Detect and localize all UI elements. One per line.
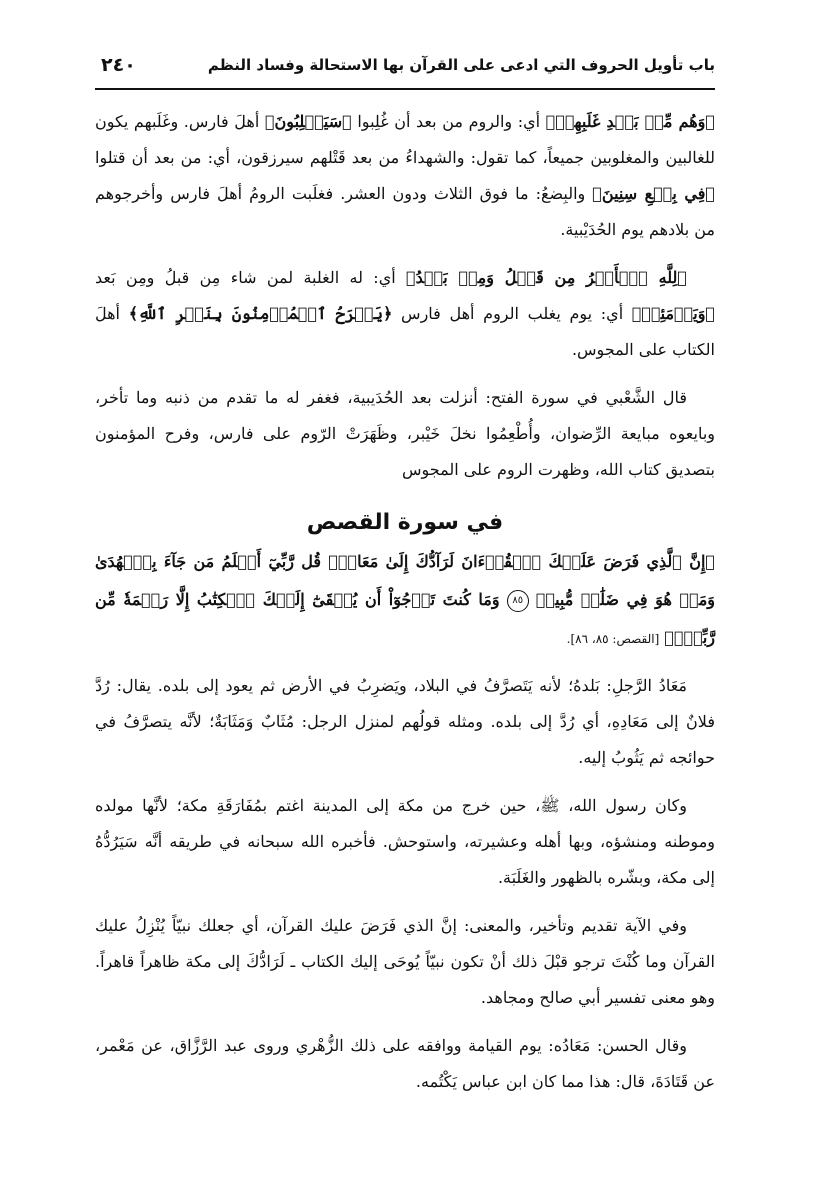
page-number: ٢٤٠	[101, 54, 136, 76]
paragraph-1	[95, 104, 715, 248]
quran-verse-block	[95, 543, 715, 658]
paragraph-text: والبِضعُ: ما فوق الثلاث ودون العشر. فغلَبت الرومُ أهلَ فارس وأخرجوهم من بلادهم يوم الحُدَيْبية.	[95, 184, 715, 239]
quran-quote: ﴿وَهُم مِّنۢ بَعۡدِ غَلَبِهِمۡ﴾	[545, 112, 716, 131]
quran-quote: ﴿فِي بِضۡعِ سِنِينَ﴾	[592, 184, 715, 203]
quran-quote: ﴿يَفۡرَحُ ٱلۡمُؤۡمِنُونَ بِنَصۡرِ ٱللَّهِ﴾	[128, 304, 393, 323]
paragraph-text: أي: يوم يغلب الروم أهل فارس	[392, 304, 632, 323]
paragraph-text: أي: والروم من بعد أن غُلِبوا	[351, 112, 546, 131]
quran-quote: ﴿إِنَّ ٱلَّذِي فَرَضَ عَلَيۡكَ ٱلۡقُرۡءَانَ لَرَآدُّكَ إِلَىٰ مَعَادٖۚ قُل رَّبِّيٓ أَعۡلَمُ مَن جَآءَ بِٱلۡهُدَىٰ وَمَنۡ هُوَ فِي ضَلَٰلٖ مُّبِينٖ	[95, 552, 715, 609]
ayah-number-mark: ٨٥	[507, 590, 529, 612]
quran-quote: ﴿وَيَوۡمَئِذٖ﴾	[631, 304, 716, 323]
quran-quote: ﴿لِلَّهِ ٱلۡأَمۡرُ مِن قَبۡلُ وَمِنۢ بَعۡدُ﴾	[406, 268, 687, 287]
paragraph-6: وفي الآية تقديم وتأخير، والمعنى: إنَّ الذي فَرَضَ عليك القرآن، أي جعلك نبيّاً يُنْزِلُ عليك القرآن وما كُنْتَ ترجو قبْلَ ذلك أنْ تكون نبيّاً يُوحَى إليك الكتاب ـ لَرَادُّكَ إلى مكة ظاهراً قاهراً. وهو معنى تفسير أبي صالح ومجاهد.	[95, 916, 716, 1007]
paragraph-text: أي: له الغلبة لمن شاء مِن قبلُ ومِن بَعد	[95, 268, 406, 287]
section-heading: في سورة القصص	[306, 510, 504, 535]
paragraph-7: وقال الحسن: مَعَادُه: يوم القيامة ووافقه على ذلك الزُّهْري وروى عبد الرَّزَّاق، عن مَعْمر، عن قَتَادَةَ، قال: هذا مما كان ابن عباس يَكْتُمه.	[95, 1036, 715, 1091]
paragraph-text: أهلَ الكتاب على المجوس.	[95, 304, 715, 359]
running-header	[95, 52, 715, 90]
verse-reference: [القصص: ٨٥، ٨٦].	[566, 632, 660, 646]
paragraph-2	[95, 260, 715, 368]
page-body	[95, 104, 715, 1112]
paragraph-4: مَعَادُ الرَّجلِ: بَلدهُ؛ لأنه يَتَصرَّفُ في البلاد، ويَضرِبُ في الأرض ثم يعود إلى بلده. يقال: رُدَّ فلانٌ إلى مَعَادِهِ، أي رُدَّ إلى بلده. ومثله قولُهم لمنزل الرجل: مُثَابٌ وَمَثَابَةٌ؛ لأنَّه يتصرَّفُ في حوائجه ثم يَثُوبُ إليه.	[95, 676, 715, 767]
quran-quote: وَمَا كُنتَ تَرۡجُوٓاْ أَن يُلۡقَىٰٓ إِلَيۡكَ ٱلۡكِتَٰبُ إِلَّا رَحۡمَةٗ مِّن رَّبِّكَۖ﴾	[95, 590, 715, 647]
paragraph-text: أهلَ فارس. وغَلَبهم يكون للغالبين والمغلوبين جميعاً، كما تقول: والشهداءُ من بعد قَتْلهم سيرزقون، أي: من بعد أن قتلوا	[95, 112, 715, 167]
quran-quote: ﴿سَيَغۡلِبُونَ﴾	[264, 112, 352, 131]
chapter-title: باب تأويل الحروف التي ادعى على القرآن بها الاستحالة وفساد النظم	[207, 56, 715, 74]
paragraph-5: وكان رسول الله، ﷺ، حين خرج من مكة إلى المدينة اغتم بمُفَارَقَةِ مكة؛ لأنَّها مولده وموطنه ومنشؤه، وبها أهله وعشيرته، واستوحش. فأخبره الله سبحانه في طريقه أنَّه سَيَرُدُّهُ إلى مكة، وبشّره بالظهور والغَلَبَة.	[95, 796, 715, 887]
paragraph-3: قال الشَّعْبي في سورة الفتح: أنزلت بعد الحُدَيبية، فغفر له ما تقدم من ذنبه وما تأخر، وبايعوه مبايعة الرِّضوان، وأُطْعِمُوا نخلَ خَيْبر، وظَهَرَتْ الرّوم على فارس، وفرح المؤمنون بتصديق كتاب الله، وظهرت الروم على المجوس	[95, 388, 716, 479]
